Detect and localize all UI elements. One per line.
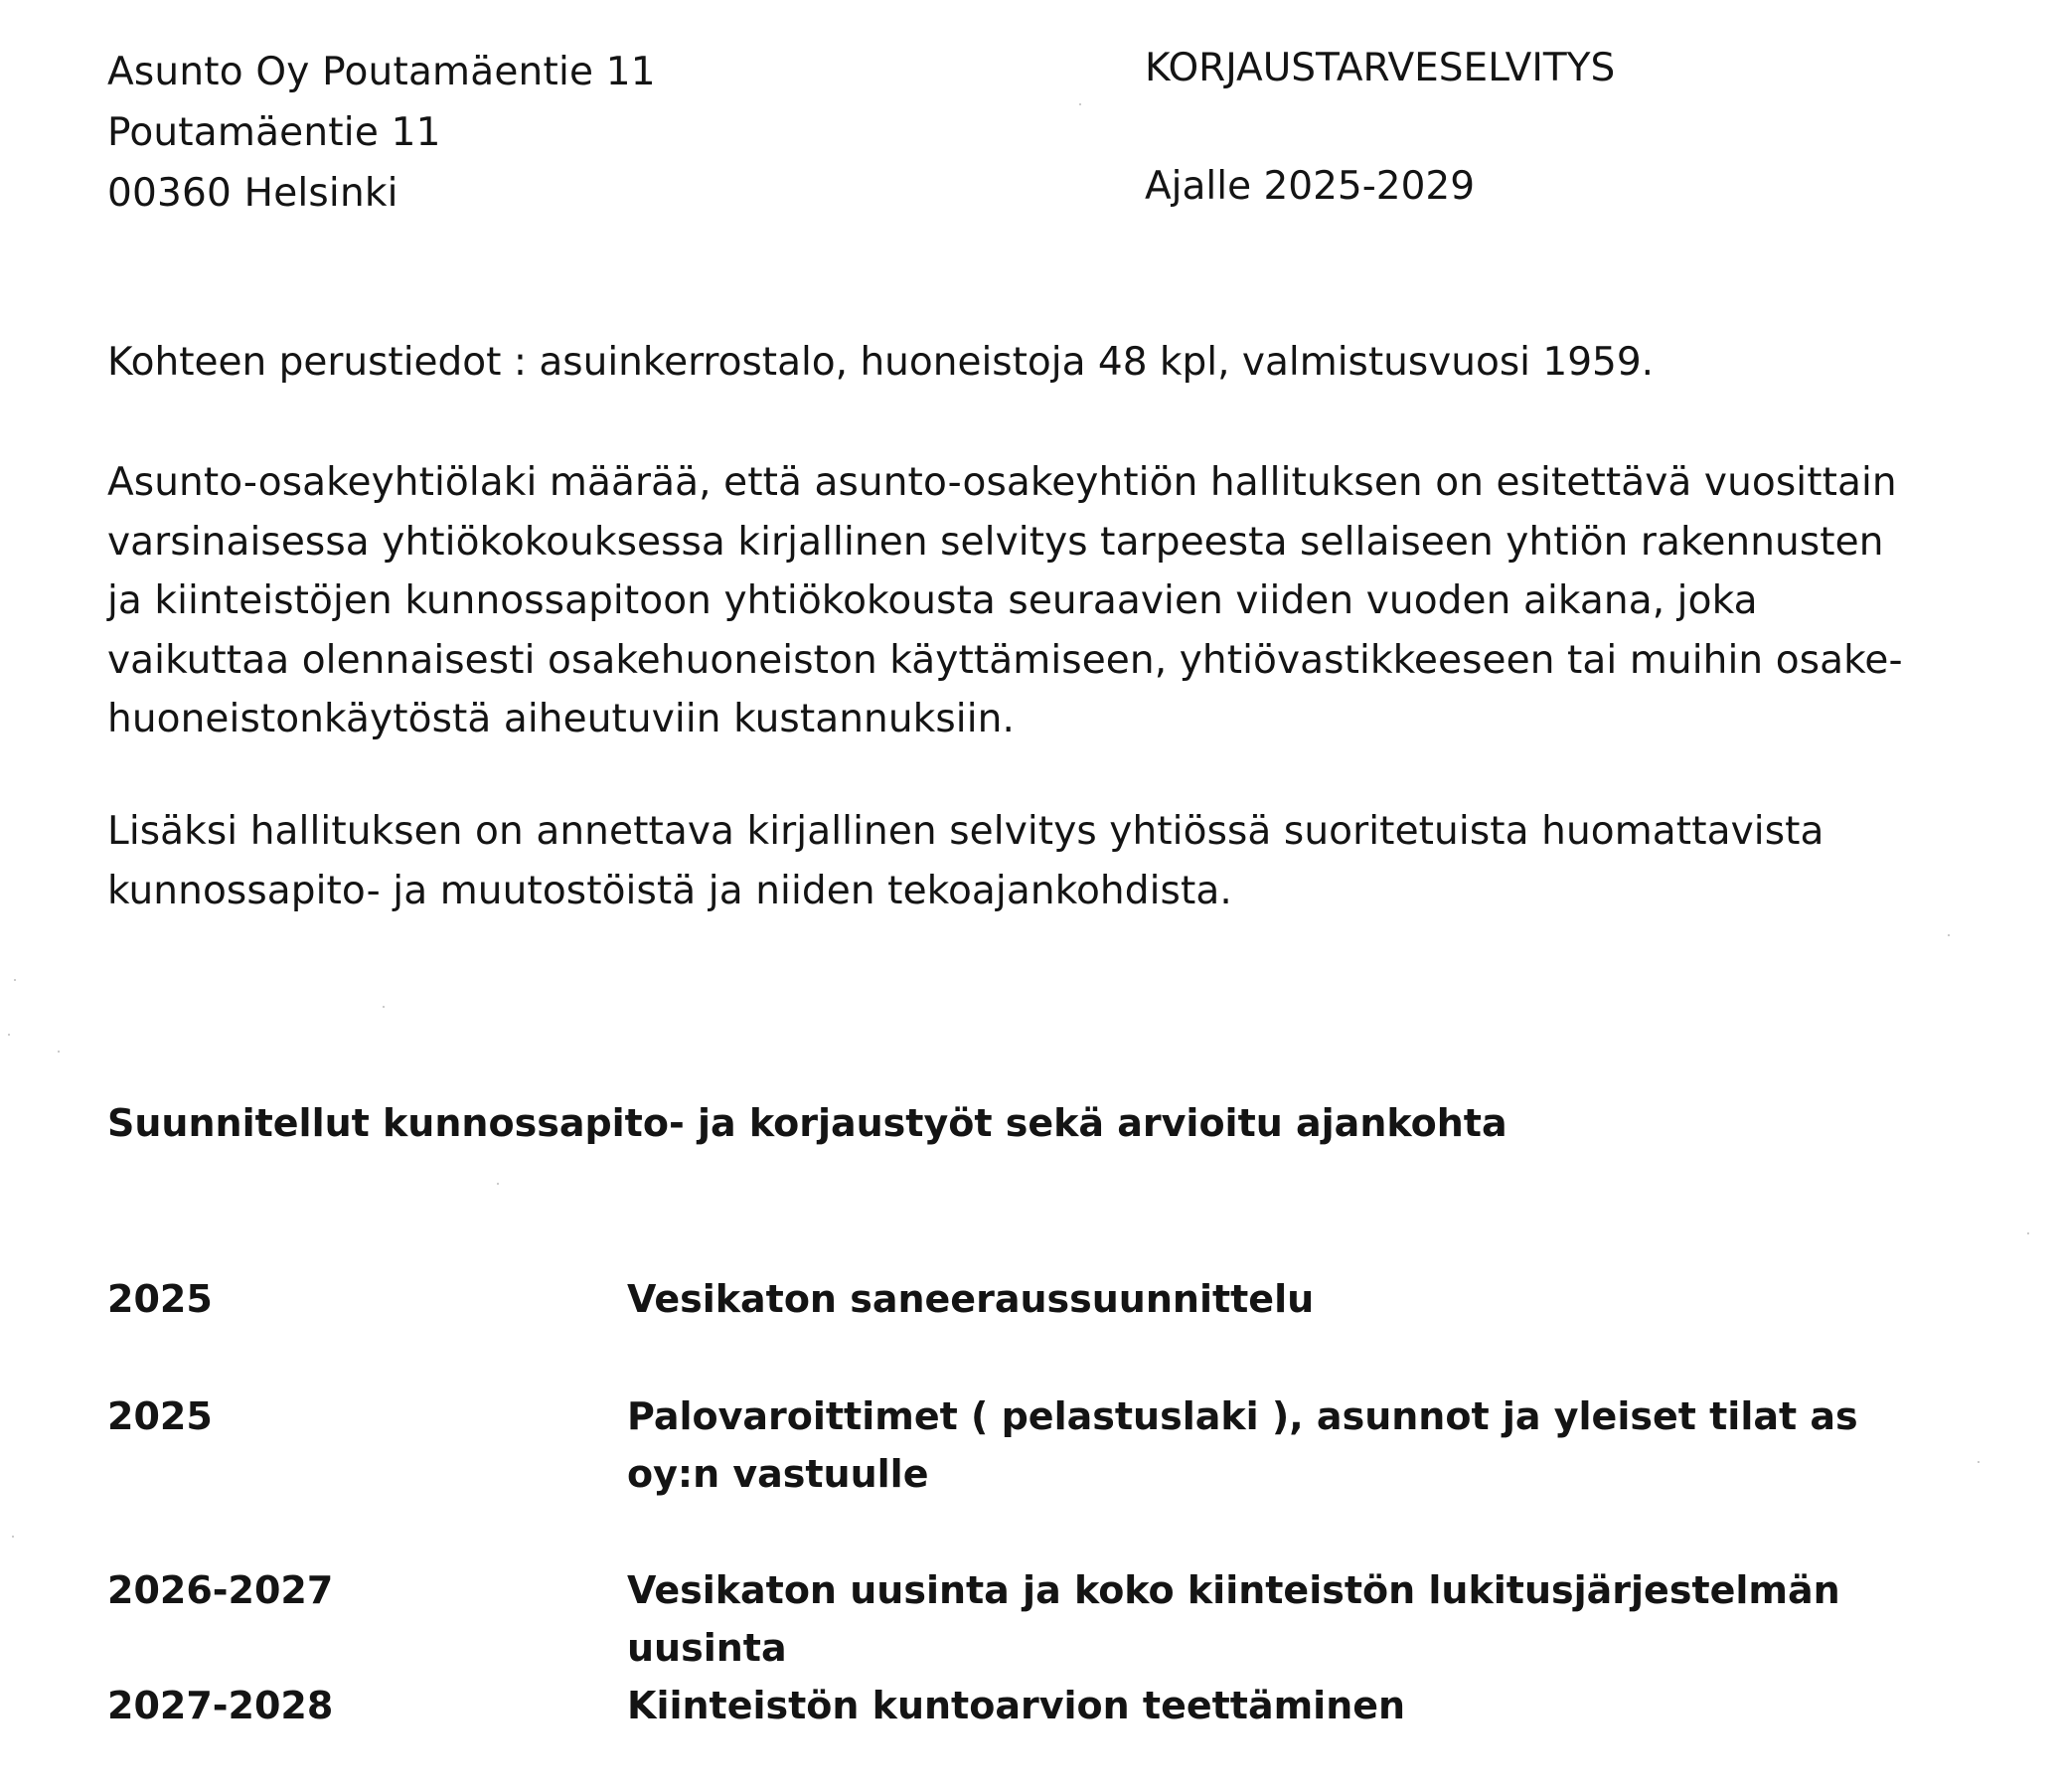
document-period: Ajalle 2025-2029 <box>1145 164 1476 209</box>
scan-speck <box>14 979 16 981</box>
postal-city: 00360 Helsinki <box>107 171 398 216</box>
work-year: 2025 <box>107 1277 213 1321</box>
work-year: 2025 <box>107 1394 213 1438</box>
work-task: Kiinteistön kuntoarvion teettäminen <box>627 1684 1406 1727</box>
work-task: Palovaroittimet ( pelastuslaki ), asunnot ja yleiset tilat as oy:n vastuulle <box>627 1394 1858 1496</box>
paragraph-line: Asunto-osakeyhtiölaki määrää, että asunto-osakeyhtiön hallituksen on esitettävä vuosittain <box>107 460 1897 505</box>
sender-address <box>107 42 656 224</box>
document-title: KORJAUSTARVESELVITYS <box>1145 46 1616 90</box>
street-address: Poutamäentie 11 <box>107 110 441 155</box>
property-basic-info: Kohteen perustiedot : asuinkerrostalo, huoneistoja 48 kpl, valmistusvuosi 1959. <box>107 340 1655 385</box>
paragraph-line: vaikuttaa olennaisesti osakehuoneiston käyttämiseen, yhtiövastikkeeseen tai muihin osake- <box>107 637 1903 683</box>
scan-speck <box>58 1051 60 1053</box>
document-header <box>1145 38 1615 217</box>
paragraph-line: varsinaisessa yhtiökokouksessa kirjallinen selvitys tarpeesta sellaiseen yhtiön rakennusten <box>107 519 1884 565</box>
work-task: Vesikaton saneeraussuunnittelu <box>627 1277 1315 1321</box>
paragraph-line: kunnossapito- ja muutostöistä ja niiden tekoajankohdista. <box>107 868 1232 913</box>
legal-requirement-paragraph <box>107 453 1903 749</box>
scan-speck <box>8 1034 10 1036</box>
paragraph-line: Lisäksi hallituksen on annettava kirjallinen selvitys yhtiössä suoritetuista huomattavista <box>107 809 1824 854</box>
scan-speck <box>2027 1232 2029 1234</box>
work-year: 2026-2027 <box>107 1568 334 1612</box>
company-name: Asunto Oy Poutamäentie 11 <box>107 50 656 94</box>
scan-speck <box>497 1183 499 1185</box>
work-year: 2027-2028 <box>107 1684 334 1727</box>
paragraph-line: ja kiinteistöjen kunnossapitoon yhtiökokousta seuraavien viiden vuoden aikana, joka <box>107 578 1758 623</box>
scan-speck <box>1079 103 1081 105</box>
paragraph-line: huoneistonkäytöstä aiheutuviin kustannuksiin. <box>107 697 1015 741</box>
scan-speck <box>1978 1461 1980 1463</box>
scan-speck <box>383 1006 385 1008</box>
scan-speck <box>1948 934 1950 936</box>
work-task: Vesikaton uusinta ja koko kiinteistön lukitusjärjestelmän uusinta <box>627 1568 1840 1670</box>
scan-speck <box>12 1536 14 1538</box>
completed-works-paragraph <box>107 802 1824 920</box>
section-heading: Suunnitellut kunnossapito- ja korjaustyöt sekä arvioitu ajankohta <box>107 1101 1507 1145</box>
